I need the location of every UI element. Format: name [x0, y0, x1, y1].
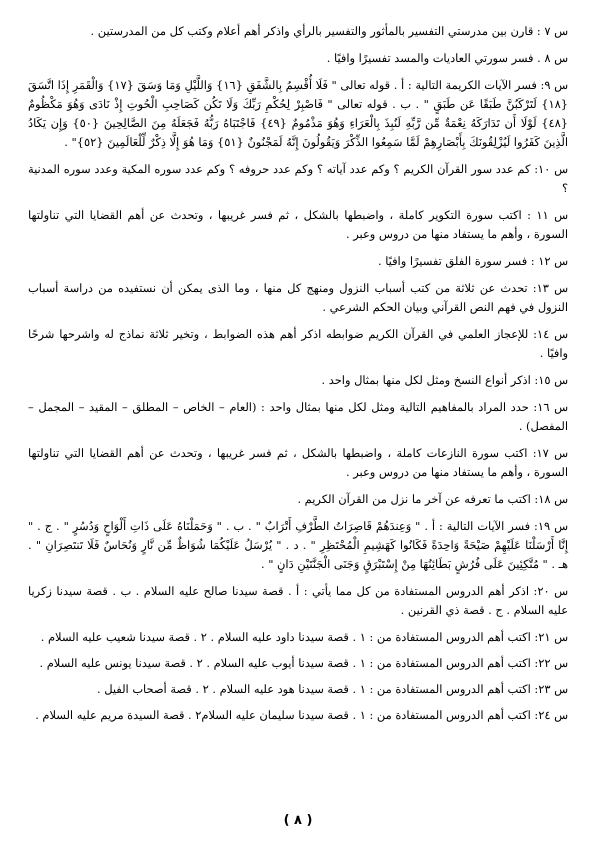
question-8: [28, 49, 568, 68]
question-text: س ١١ : اكتب سورة التكوير كاملة ، واضبطها بالشكل ، ثم فسر غريبها ، وتحدث عن أهم القضايا التي تناولتها السورة ، وأهم ما يستفاد منها من دروس وعبر .: [28, 208, 568, 241]
question-9: [28, 76, 568, 152]
question-24: [28, 706, 568, 725]
question-text: س ١٩: فسر الآيات التالية : أ . " وَعِندَهُمْ قَاصِرَاتُ الطَّرْفِ أَتْرَابٌ " . ب . " وَحَمَلْنَاهُ عَلَى ذَاتِ أَلْوَاحٍ وَدُسُرٍ " . ج . " إِنَّا أَرْسَلْنَا عَلَيْهِمْ صَيْحَةً وَاحِدَةً فَكَانُوا كَهَشِيمِ الْمُحْتَظِرِ " . د . " يُرْسَلُ عَلَيْكُمَا شُوَاظٌ مِّن نَّارٍ وَنُحَاسٌ فَلَا تَنتَصِرَانِ " . هـ . " مُتَّكِئِينَ عَلَى فُرُشٍ بَطَائِنُهَا مِنْ إِسْتَبْرَقٍ وَجَنَى الْجَنَّتَيْنِ دَانٍ " .: [28, 519, 568, 571]
question-14: [28, 325, 568, 363]
question-text: س ٢١: اكتب أهم الدروس المستفادة من : ١ . قصة سيدنا داود عليه السلام . ٢ . قصة سيدنا شعيب عليه السلام .: [40, 630, 568, 644]
question-text: س ١٧: اكتب سورة النازعات كاملة ، واضبطها بالشكل ، ثم فسر غريبها ، وتحدث عن أهم القضايا التي تناولتها السورة ، وأهم ما يستفاد منها من دروس وعبر .: [28, 446, 568, 479]
question-16: [28, 398, 568, 436]
question-text: س ١٢ : فسر سورة الفلق تفسيرًا وافيًا .: [377, 254, 568, 268]
question-13: [28, 279, 568, 317]
question-text: س ١٠: كم عدد سور القرآن الكريم ؟ وكم عدد آياته ؟ وكم عدد حروفه ؟ وكم عدد سوره المكية وعدد سوره المدنية ؟: [28, 162, 568, 195]
question-text: س ٧ : قارن بين مدرستي التفسير بالمأثور والتفسير بالرأي واذكر أهم أعلام وكتب كل من المدرستين .: [90, 24, 568, 38]
question-11: [28, 206, 568, 244]
question-19: [28, 517, 568, 574]
question-7: [28, 22, 568, 41]
question-text: س ١٦: حدد المراد بالمفاهيم التالية ومثل لكل منها بمثال واحد : (العام – الخاص – المطلق – المقيد – المجمل – المفصل) .: [28, 400, 568, 433]
question-text: س ٢٣: اكتب أهم الدروس المستفادة من : ١ . قصة سيدنا هود عليه السلام . ٢ . قصة أصحاب الفيل .: [97, 682, 568, 696]
question-18: [28, 490, 568, 509]
question-text: س ٩: فسر الآيات الكريمة التالية : أ . قوله تعالى " فَلَا أُقْسِمُ بِالشَّفَقِ {١٦} وَاللَّيْلِ وَمَا وَسَقَ {١٧} وَالْقَمَرِ إِذَا اتَّسَقَ {١٨} لَتَرْكَبُنَّ طَبَقًا عَن طَبَقٍ " . ب . قوله تعالى " فَاصْبِرْ لِحُكْمِ رَبِّكَ وَلَا تَكُن كَصَاحِبِ الْحُوتِ إِذْ نَادَى وَهُوَ مَكْظُومٌ {٤٨} لَوْلَا أَن تَدَارَكَهُ نِعْمَةٌ مِّن رَّبِّهِ لَنُبِذَ بِالْعَرَاءِ وَهُوَ مَذْمُومٌ {٤٩} فَاجْتَبَاهُ رَبُّهُ فَجَعَلَهُ مِنَ الصَّالِحِينَ {٥٠} وَإِن يَكَادُ الَّذِينَ كَفَرُوا لَيُزْلِقُونَكَ بِأَبْصَارِهِمْ لَمَّا سَمِعُوا الذِّكْرَ وَيَقُولُونَ إِنَّهُ لَمَجْنُونٌ {٥١} وَمَا هُوَ إِلَّا ذِكْرٌ لِّلْعَالَمِينَ {٥٢}" .: [28, 78, 569, 149]
question-text: س ٢٠: اذكر أهم الدروس المستفادة من كل مما يأتي : أ . قصة سيدنا صالح عليه السلام . ب . قصة سيدنا زكريا عليه السلام . ج . قصة ذي القرنين .: [28, 584, 569, 617]
question-10: [28, 160, 568, 198]
question-text: س ١٣: تحدث عن ثلاثة من كتب أسباب النزول ومنهج كل منها ، وما الذى يمكن أن نستفيده من دراسة أسباب النزول في فهم النص القرآني وبيان الحكم الشرعي .: [28, 281, 568, 314]
question-text: س ٢٢: اكتب أهم الدروس المستفادة من : ١ . قصة سيدنا أيوب عليه السلام . ٢ . قصة سيدنا يونس عليه السلام .: [39, 656, 568, 670]
page-number: ( ٨ ): [283, 813, 313, 828]
question-text: س ٨ . فسر سورتي العاديات والمسد تفسيرًا وافيًا .: [326, 51, 568, 65]
question-text: س ١٨: اكتب ما تعرفه عن آخر ما نزل من القرآن الكريم .: [297, 492, 568, 506]
question-text: س ١٤: للإعجاز العلمي في القرآن الكريم ضوابطه اذكر أهم هذه الضوابط ، وتخير ثلاثة نماذج له واشرحها شرحًا وافيًا .: [28, 327, 568, 360]
question-23: [28, 680, 568, 699]
question-15: [28, 371, 568, 390]
question-text: س ١٥: اذكر أنواع النسخ ومثل لكل منها بمثال واحد .: [321, 373, 568, 387]
question-text: س ٢٤: اكتب أهم الدروس المستفادة من : ١ . قصة سيدنا سليمان عليه السلام٢ . قصة السيدة مريم عليه السلام .: [35, 708, 568, 722]
question-list: [28, 22, 568, 822]
question-12: [28, 252, 568, 271]
question-21: [28, 628, 568, 647]
question-22: [28, 654, 568, 673]
question-20: [28, 582, 568, 620]
question-17: [28, 444, 568, 482]
